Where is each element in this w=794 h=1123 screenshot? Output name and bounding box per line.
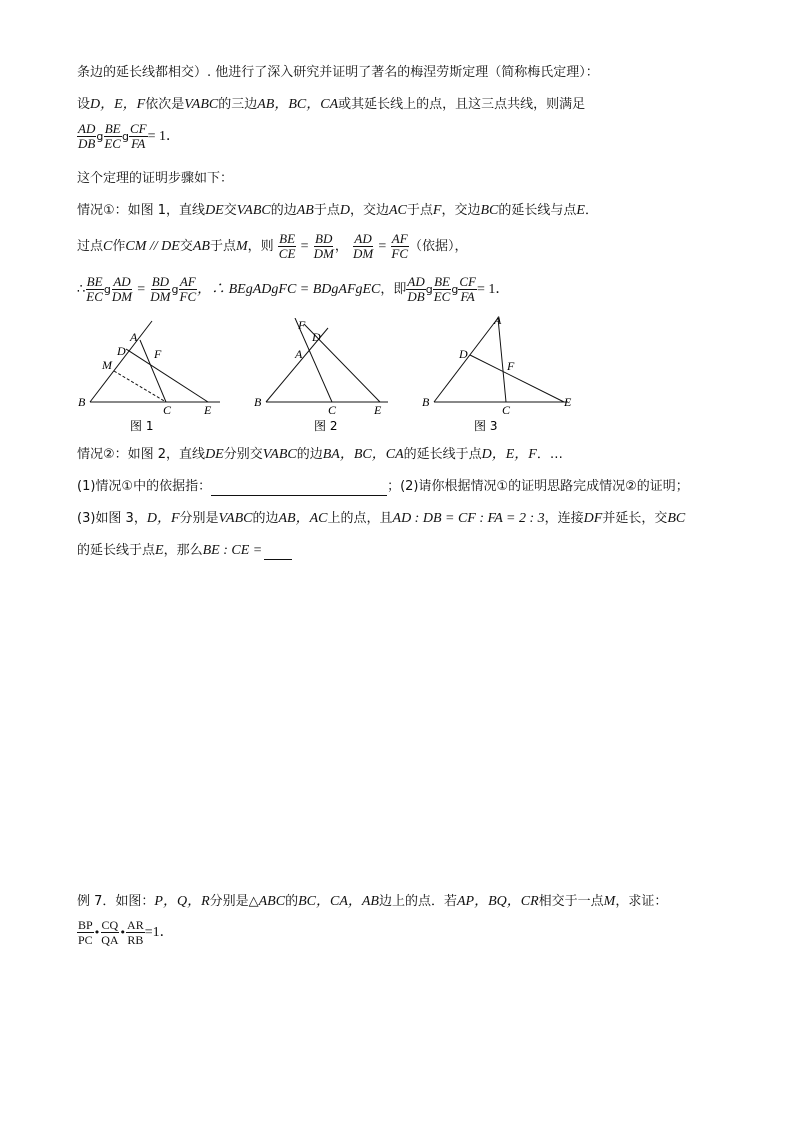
figure-1 <box>74 318 226 436</box>
fig3-label-D: D <box>459 347 468 361</box>
fraction: $\frac{BE}{EC}$ <box>433 274 451 304</box>
fig2-label-C: C <box>328 403 337 417</box>
fraction: $\frac{BE}{EC}$ <box>86 274 103 304</box>
fig1-label-F: F <box>154 347 162 361</box>
fraction: $\frac{AD}{DB}$ <box>78 121 96 151</box>
fig2-caption: 图 2 <box>314 419 338 433</box>
fig2-label-A: A <box>295 347 303 361</box>
fraction: $\frac{AR}{RB}$ <box>127 918 144 947</box>
fig1-caption: 图 1 <box>130 419 154 433</box>
fig3-label-C: C <box>502 403 511 417</box>
fig3-caption: 图 3 <box>474 419 498 433</box>
fraction: $\frac{CF}{FA}$ <box>129 121 147 151</box>
example-7-formula: $\frac{BP}{PC}$ • $\frac{CQ}{QA}$ • $\frac{AR}{RB}$ =1． <box>78 918 174 947</box>
fraction: $\frac{CQ}{QA}$ <box>101 918 119 947</box>
fig3-label-A: A <box>494 313 502 327</box>
fraction: $\frac{AD}{DM}$ <box>352 231 374 261</box>
fraction: $\frac{AD}{DM}$ <box>111 274 133 304</box>
fig2-label-D: D <box>312 330 321 344</box>
steps-intro: 这个定理的证明步骤如下： <box>77 171 234 186</box>
fraction: $\frac{AD}{DB}$ <box>407 274 425 304</box>
fig3-label-E: E <box>564 395 572 409</box>
question-3-line-1: (3)如图 3，D，F分别是VABC的边AB，AC上的点，且AD : DB = CF : FA = 2 : 3，连接DF并延长，交BC <box>77 511 686 526</box>
fraction: $\frac{CF}{FA}$ <box>459 274 476 304</box>
fraction: $\frac{AF}{FC}$ <box>391 231 409 261</box>
case2-line: 情况②：如图 2，直线DE分别交VABC的边BA，BC，CA的延长线于点D，E，F．… <box>77 447 563 462</box>
fig1-label-E: E <box>204 403 212 417</box>
figure-2 <box>250 318 400 436</box>
fraction: $\frac{BD}{DM}$ <box>150 274 171 304</box>
fig1-label-D: D <box>117 344 126 358</box>
fraction: $\frac{BE}{EC}$ <box>104 121 121 151</box>
example-7-line-1: 例 7．如图：P，Q，R分别是△ABC的BC，CA，AB边上的点．若AP，BQ，CR相交于一点M，求证： <box>77 894 668 909</box>
case1-line-1: 情况①：如图 1，直线DE交VABC的边AB于点D，交边AC于点F，交边BC的延长线与点E． <box>77 203 598 218</box>
fig1-label-A: A <box>130 330 138 344</box>
fig2-label-F: F <box>298 318 306 332</box>
fraction: $\frac{BD}{DM}$ <box>313 231 334 261</box>
intro-line-1: 条边的延长线都相交）. 他进行了深入研究并证明了著名的梅涅劳斯定理（简称梅氏定理）： <box>77 65 599 80</box>
fraction: $\frac{AF}{FC}$ <box>179 274 197 304</box>
fig2-label-E: E <box>374 403 382 417</box>
case1-line-3: ∴ $\frac{BE}{EC}$ g $\frac{AD}{DM}$ = $\frac{BD}{DM}$ g $\frac{AF}{FC}$ ，∴ BEgADgFC = BDgAFgEC，即 $\frac{AD}{DB}$ g $\frac{BE}{EC}$ g $\frac{CF}{FA}$ = 1． <box>77 274 510 304</box>
fig3-label-B: B <box>422 395 430 409</box>
answer-blank-3[interactable] <box>264 545 292 560</box>
case1-line-2: 过点C作CM // DE交AB于点M，则 $\frac{BE}{CE}$ = $\frac{BD}{DM}$ ， $\frac{AD}{DM}$ = $\frac{AF}{FC}$ （依据）， <box>77 231 468 261</box>
fraction: $\frac{BP}{PC}$ <box>78 918 93 947</box>
fraction: $\frac{BE}{CE}$ <box>278 231 296 261</box>
question-3-line-2: 的延长线于点E，那么BE : CE = <box>77 542 292 560</box>
fig2-label-B: B <box>254 395 262 409</box>
fig3-label-F: F <box>507 359 515 373</box>
fig1-label-M: M <box>102 358 112 372</box>
question-1-2: (1)情况①中的依据指： ；(2)请你根据情况①的证明思路完成情况②的证明； <box>77 479 689 494</box>
intro-line-2: 设D，E，F依次是VABC的三边AB，BC，CA或其延长线上的点，且这三点共线，则满足 <box>77 97 586 112</box>
theorem-formula: $\frac{AD}{DB}$ g $\frac{BE}{EC}$ g $\frac{CF}{FA}$ = 1． <box>78 121 180 151</box>
fig1-label-C: C <box>163 403 172 417</box>
answer-blank-1[interactable] <box>211 481 387 496</box>
fig1-label-B: B <box>78 395 86 409</box>
figure-3 <box>418 310 584 436</box>
